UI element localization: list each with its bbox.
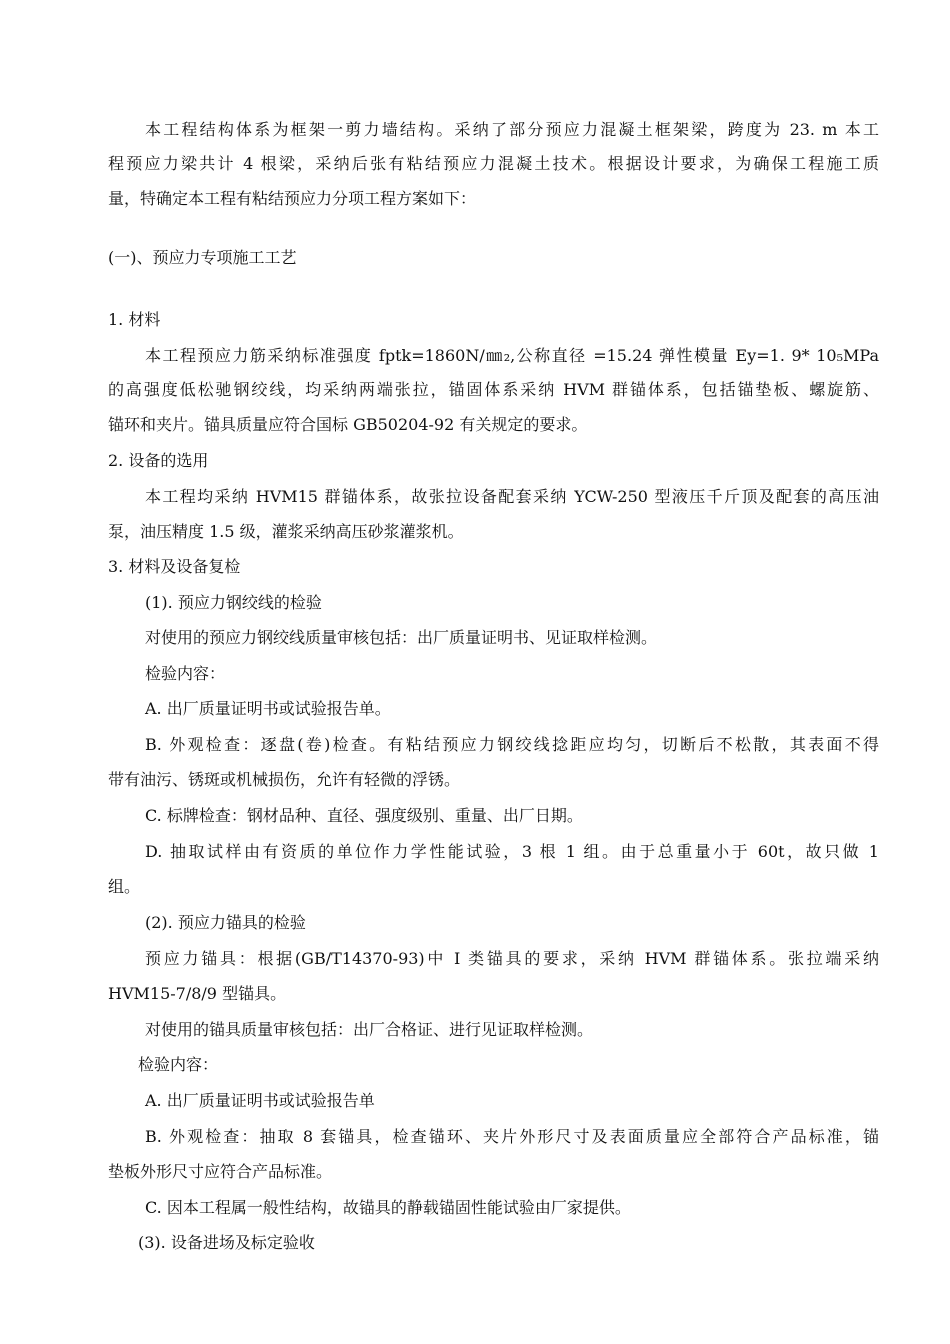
intro-line-2: 程预应力梁共计 4 根梁，采纳后张有粘结预应力混凝土技术。根据设计要求，为确保工程施工质 bbox=[108, 154, 879, 173]
strand-item-d-line-1: D. 抽取试样由有资质的单位作力学性能试验，3 根 1 组。由于总重量小于 60t，故只做 1 bbox=[145, 842, 879, 861]
section-heading: (一)、预应力专项施工工艺 bbox=[108, 248, 297, 267]
intro-line-1: 本工程结构体系为框架一剪力墙结构。采纳了部分预应力混凝土框架梁，跨度为 23. m 本工 bbox=[145, 120, 879, 139]
strand-item-c: C. 标牌检查：钢材品种、直径、强度级别、重量、出厂日期。 bbox=[145, 806, 583, 825]
materials-line-1: 本工程预应力筋采纳标准强度 fptk=1860N/㎜₂,公称直径 =15.24 弹性模量 Ey=1. 9* 10₅MPa bbox=[145, 346, 879, 365]
equipment-heading: 2. 设备的选用 bbox=[108, 451, 209, 470]
anchor-item-b-line-2: 垫板外形尺寸应符合产品标准。 bbox=[108, 1162, 333, 1181]
equipment-line-1: 本工程均采纳 HVM15 群锚体系，故张拉设备配套采纳 YCW-250 型液压千斤顶及配套的高压油 bbox=[145, 487, 879, 506]
recheck-heading: 3. 材料及设备复检 bbox=[108, 557, 241, 576]
strand-content-label: 检验内容： bbox=[145, 664, 226, 683]
equipment-line-2: 泵，油压精度 1.5 级，灌浆采纳高压砂浆灌浆机。 bbox=[108, 522, 464, 541]
materials-line-2: 的高强度低松驰钢绞线，均采纳两端张拉，锚固体系采纳 HVM 群锚体系，包括锚垫板、螺旋筋、 bbox=[108, 380, 879, 399]
anchor-review: 对使用的锚具质量审核包括：出厂合格证、进行见证取样检测。 bbox=[145, 1020, 594, 1039]
materials-line-3: 锚环和夹片。锚具质量应符合国标 GB50204-92 有关规定的要求。 bbox=[108, 415, 588, 434]
anchor-item-a: A. 出厂质量证明书或试验报告单 bbox=[145, 1091, 375, 1110]
strand-item-d-line-2: 组。 bbox=[108, 877, 141, 896]
strand-review: 对使用的预应力钢绞线质量审核包括：出厂质量证明书、见证取样检测。 bbox=[145, 628, 658, 647]
strand-item-a: A. 出厂质量证明书或试验报告单。 bbox=[145, 699, 391, 718]
strand-item-b-line-2: 带有油污、锈斑或机械损伤，允许有轻微的浮锈。 bbox=[108, 770, 461, 789]
materials-heading: 1. 材料 bbox=[108, 310, 161, 329]
strand-item-b-line-1: B. 外观检查：逐盘(卷)检查。有粘结预应力钢绞线捻距应均匀，切断后不松散，其表面不得 bbox=[145, 735, 879, 754]
anchor-line-2: HVM15-7/8/9 型锚具。 bbox=[108, 984, 287, 1003]
anchor-item-c: C. 因本工程属一般性结构，故锚具的静载锚固性能试验由厂家提供。 bbox=[145, 1198, 631, 1217]
calibration-heading: (3). 设备进场及标定验收 bbox=[138, 1233, 315, 1252]
anchor-heading: (2). 预应力锚具的检验 bbox=[145, 913, 306, 932]
intro-line-3: 量，特确定本工程有粘结预应力分项工程方案如下： bbox=[108, 189, 477, 208]
anchor-content-label: 检验内容： bbox=[138, 1055, 219, 1074]
anchor-item-b-line-1: B. 外观检查：抽取 8 套锚具，检查锚环、夹片外形尺寸及表面质量应全部符合产品标准，锚 bbox=[145, 1127, 879, 1146]
anchor-line-1: 预应力锚具：根据(GB/T14370-93)中 I 类锚具的要求，采纳 HVM 群锚体系。张拉端采纳 bbox=[145, 949, 879, 968]
strand-heading: (1). 预应力钢绞线的检验 bbox=[145, 593, 322, 612]
